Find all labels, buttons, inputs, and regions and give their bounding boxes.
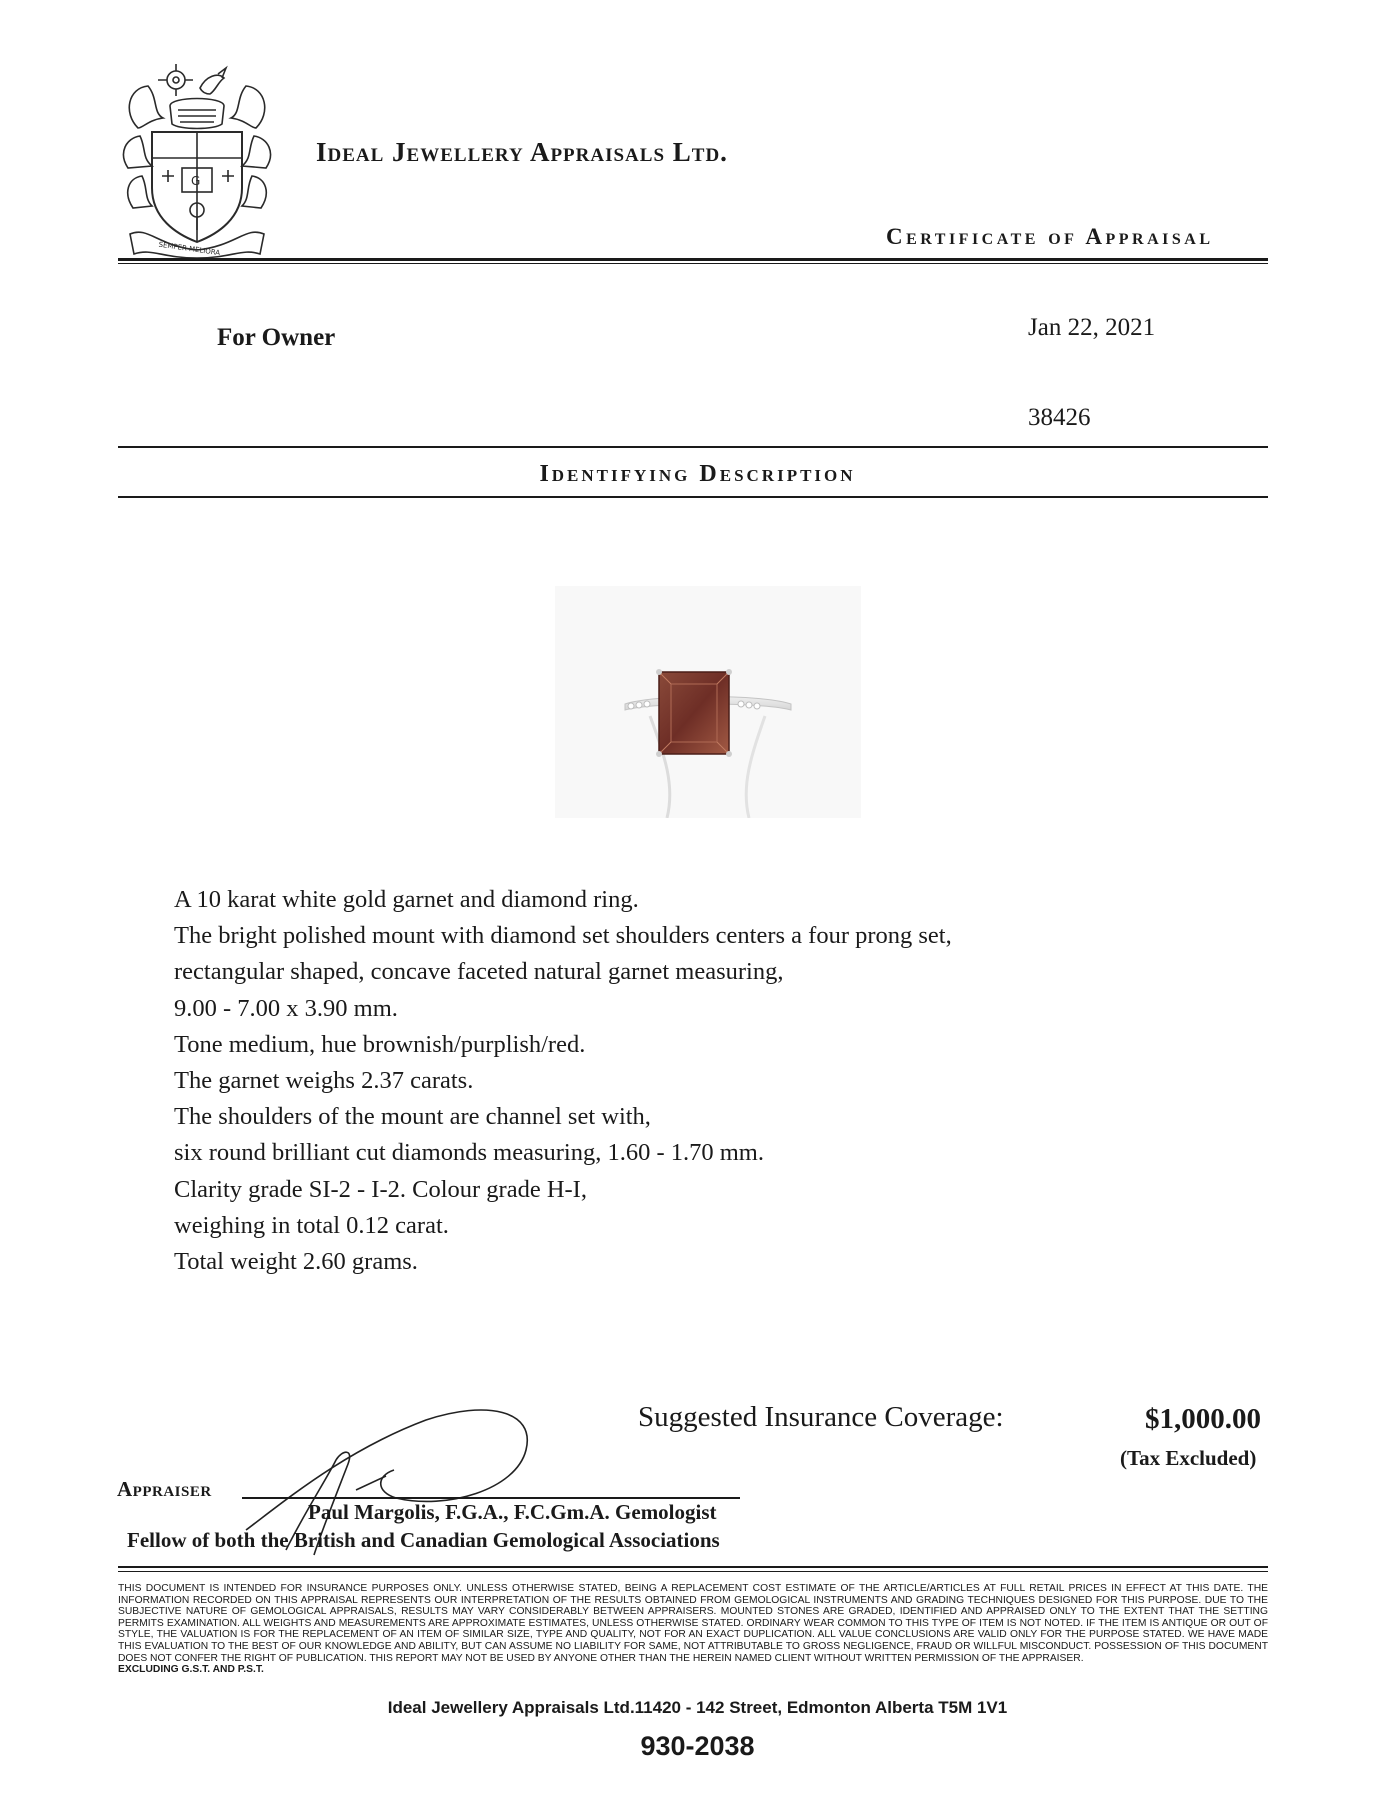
section-title: Identifying Description — [539, 461, 856, 487]
footer-divider — [118, 1566, 1268, 1568]
description-line: Tone medium, hue brownish/purplish/red. — [174, 1030, 586, 1058]
description-line: rectangular shaped, concave faceted natural garnet measuring, — [174, 958, 784, 986]
svg-text:SEMPER MELIORA: SEMPER MELIORA — [158, 240, 221, 258]
description-line: A 10 karat white gold garnet and diamond ring. — [174, 886, 639, 913]
appraisal-date: Jan 22, 2021 — [1028, 314, 1156, 341]
svg-text:G: G — [191, 174, 201, 188]
description-line: The garnet weighs 2.37 carats. — [174, 1067, 474, 1095]
header-divider — [118, 258, 1268, 261]
owner-label: For Owner — [217, 324, 336, 351]
insurance-amount: $1,000.00 — [1145, 1403, 1261, 1435]
description-line: six round brilliant cut diamonds measuring, 1.60 - 1.70 mm. — [174, 1139, 764, 1167]
signature-line — [242, 1497, 740, 1499]
description-line: weighing in total 0.12 carat. — [174, 1211, 449, 1239]
description-line: The bright polished mount with diamond set shoulders centers a four prong set, — [174, 922, 952, 950]
disclaimer-text — [118, 1583, 1268, 1676]
description-line: Clarity grade SI-2 - I-2. Colour grade H-I, — [174, 1175, 587, 1203]
section-divider-bottom — [118, 496, 1268, 498]
company-phone: 930-2038 — [640, 1731, 755, 1761]
reference-number: 38426 — [1028, 404, 1091, 431]
company-name: Ideal Jewellery Appraisals Ltd. — [316, 137, 728, 167]
tax-note: (Tax Excluded) — [1120, 1446, 1257, 1470]
description-line: The shoulders of the mount are channel set with, — [174, 1103, 651, 1131]
garnet-ring-photo — [555, 586, 861, 818]
appraiser-name: Paul Margolis, F.G.A., F.C.Gm.A. Gemologist — [308, 1500, 717, 1524]
insurance-coverage-label: Suggested Insurance Coverage: — [638, 1401, 1004, 1433]
tax-exclusion-note: EXCLUDING G.S.T. AND P.S.T. — [118, 1664, 264, 1676]
header-divider-thin — [118, 263, 1268, 264]
document-title: Certificate of Appraisal — [886, 224, 1214, 249]
appraiser-label: Appraiser — [117, 1477, 212, 1501]
section-divider-top — [118, 446, 1268, 448]
appraiser-affiliation: Fellow of both the British and Canadian Gemological Associations — [127, 1528, 720, 1552]
coat-of-arms-logo — [118, 58, 276, 260]
description-line: 9.00 - 7.00 x 3.90 mm. — [174, 994, 398, 1022]
company-address: Ideal Jewellery Appraisals Ltd.11420 - 142 Street, Edmonton Alberta T5M 1V1 — [387, 1698, 1008, 1717]
footer-divider-thin — [118, 1571, 1268, 1572]
disclaimer-body: THIS DOCUMENT IS INTENDED FOR INSURANCE PURPOSES ONLY. UNLESS OTHERWISE STATED, BEING A REPLACEMENT COST ESTIMATE OF THE ARTICLE/ARTICLES AT FULL RETAIL PRICES IN EFFECT AT THIS DATE. THE INFORMATION RECORDED ON THIS APPRAISAL REPRESENTS OUR INTERPRETATION OF THE RESULTS OBTAINED FROM GEMOLOGICAL INSTRUMENTS AND GRADING TECHNIQUES DESIGNED FOR THIS PURPOSE. DUE TO THE SUBJECTIVE NATURE OF GEMOLOGICAL APPRAISALS, RESULTS MAY VARY CONSIDERABLY BETWEEN APPRAISERS. MOUNTED STONES ARE GRADED, IDENTIFIED AND APPRAISED ONLY TO THE EXTENT THAT THE SETTING PERMITS EXAMINATION. ALL WEIGHTS AND MEASUREMENTS ARE APPROXIMATE ESTIMATES, UNLESS OTHERWISE STATED. ORDINARY WEAR COMMON TO THIS TYPE OF ITEM IS NOT NOTED. IF THE ITEM IS ANTIQUE OR OUT OF STYLE, THE VALUATION IS FOR THE REPLACEMENT OF AN ITEM OF SIMILAR SIZE, TYPE AND QUALITY, NOT FOR AN EXACT DUPLICATION. ALL VALUE CONCLUSIONS ARE VALID ONLY FOR THE PURPOSE STATED. WE HAVE MADE THIS EVALUATION TO THE BEST OF OUR KNOWLEDGE AND ABILITY, BUT CAN ASSUME NO LIABILITY FOR SAME, NOT ATTRIBUTABLE TO GROSS NEGLIGENCE, FRAUD OR WILLFUL MISCONDUCT. POSSESSION OF THIS DOCUMENT DOES NOT CONFER THE RIGHT OF PUBLICATION. THIS REPORT MAY NOT BE USED BY ANYONE OTHER THAN THE HEREIN NAMED CLIENT WITHOUT WRITTEN PERMISSION OF THE APPRAISER. — [118, 1583, 1268, 1664]
item-description — [174, 882, 1124, 1280]
description-line: Total weight 2.60 grams. — [174, 1248, 418, 1276]
